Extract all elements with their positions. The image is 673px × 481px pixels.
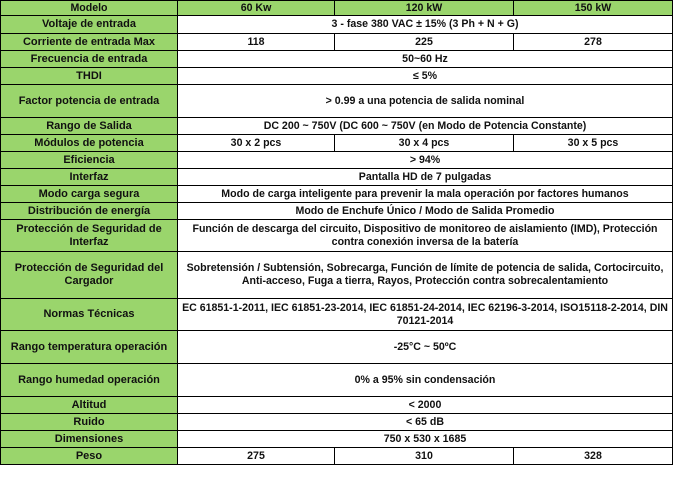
row-label: Protección de Seguridad del Cargador: [1, 252, 178, 299]
row-label: Voltaje de entrada: [1, 16, 178, 34]
row-label: Corriente de entrada Max: [1, 34, 178, 51]
table-row-power-factor: [1, 85, 673, 118]
table-row-input-voltage: [1, 16, 673, 34]
row-value-120kw: 225: [335, 34, 514, 51]
row-value-60kw: 118: [178, 34, 335, 51]
row-value-150kw: 30 x 5 pcs: [514, 135, 673, 152]
row-label: Peso: [1, 448, 178, 465]
row-value: < 65 dB: [178, 414, 673, 431]
row-value-120kw: 30 x 4 pcs: [335, 135, 514, 152]
row-value-150kw: 328: [514, 448, 673, 465]
row-value: ≤ 5%: [178, 68, 673, 85]
row-value: 0% a 95% sin condensación: [178, 364, 673, 397]
table-row-noise: [1, 414, 673, 431]
row-label: THDI: [1, 68, 178, 85]
table-row-thdi: [1, 68, 673, 85]
header-cell-150kw: 150 kW: [514, 1, 673, 16]
table-row-humidity: [1, 364, 673, 397]
row-label: Eficiencia: [1, 152, 178, 169]
row-value-60kw: 30 x 2 pcs: [178, 135, 335, 152]
row-value: 50~60 Hz: [178, 51, 673, 68]
row-value: > 94%: [178, 152, 673, 169]
table-row-temperature: [1, 331, 673, 364]
row-value-150kw: 278: [514, 34, 673, 51]
row-value: DC 200 ~ 750V (DC 600 ~ 750V (en Modo de Potencia Constante): [178, 118, 673, 135]
row-label: Dimensiones: [1, 431, 178, 448]
row-value: 3 - fase 380 VAC ± 15% (3 Ph + N + G): [178, 16, 673, 34]
row-value: Función de descarga del circuito, Dispositivo de monitoreo de aislamiento (IMD), Protección contra conexión inversa de la batería: [178, 220, 673, 252]
header-cell-60kw: 60 Kw: [178, 1, 335, 16]
table-row-dimensions: [1, 431, 673, 448]
row-value: < 2000: [178, 397, 673, 414]
row-label: Rango temperatura operación: [1, 331, 178, 364]
table-row-input-frequency: [1, 51, 673, 68]
row-label: Altitud: [1, 397, 178, 414]
row-label: Rango humedad operación: [1, 364, 178, 397]
row-value-60kw: 275: [178, 448, 335, 465]
row-label: Rango de Salida: [1, 118, 178, 135]
table-row-weight: [1, 448, 673, 465]
row-value: EC 61851-1-2011, IEC 61851-23-2014, IEC 61851-24-2014, IEC 62196-3-2014, ISO15118-2-2014, DIN 70121-2014: [178, 299, 673, 331]
row-label: Ruido: [1, 414, 178, 431]
table-row-standards: [1, 299, 673, 331]
row-value: 750 x 530 x 1685: [178, 431, 673, 448]
table-row-max-current: [1, 34, 673, 51]
table-row-efficiency: [1, 152, 673, 169]
row-label: Protección de Seguridad de Interfaz: [1, 220, 178, 252]
table-row-power-modules: [1, 135, 673, 152]
row-label: Módulos de potencia: [1, 135, 178, 152]
table-row-charger-protection: [1, 252, 673, 299]
row-label: Distribución de energía: [1, 203, 178, 220]
row-label: Normas Técnicas: [1, 299, 178, 331]
header-cell-120kw: 120 kW: [335, 1, 514, 16]
row-label: Interfaz: [1, 169, 178, 186]
header-row: [1, 1, 673, 16]
table-row-output-range: [1, 118, 673, 135]
row-value: -25°C ~ 50ºC: [178, 331, 673, 364]
row-value-120kw: 310: [335, 448, 514, 465]
row-value: Sobretensión / Subtensión, Sobrecarga, Función de límite de potencia de salida, Cortocircuito, Anti-acceso, Fuga a tierra, Rayos, Protección contra sobrecalentamiento: [178, 252, 673, 299]
row-value: > 0.99 a una potencia de salida nominal: [178, 85, 673, 118]
row-value: Modo de carga inteligente para prevenir la mala operación por factores humanos: [178, 186, 673, 203]
row-label: Modo carga segura: [1, 186, 178, 203]
header-cell-model: Modelo: [1, 1, 178, 16]
table-row-power-distribution: [1, 203, 673, 220]
row-label: Factor potencia de entrada: [1, 85, 178, 118]
table-row-safe-charge-mode: [1, 186, 673, 203]
table-row-interface-protection: [1, 220, 673, 252]
row-label: Frecuencia de entrada: [1, 51, 178, 68]
table-row-altitude: [1, 397, 673, 414]
row-value: Modo de Enchufe Único / Modo de Salida Promedio: [178, 203, 673, 220]
table-row-interface: [1, 169, 673, 186]
row-value: Pantalla HD de 7 pulgadas: [178, 169, 673, 186]
